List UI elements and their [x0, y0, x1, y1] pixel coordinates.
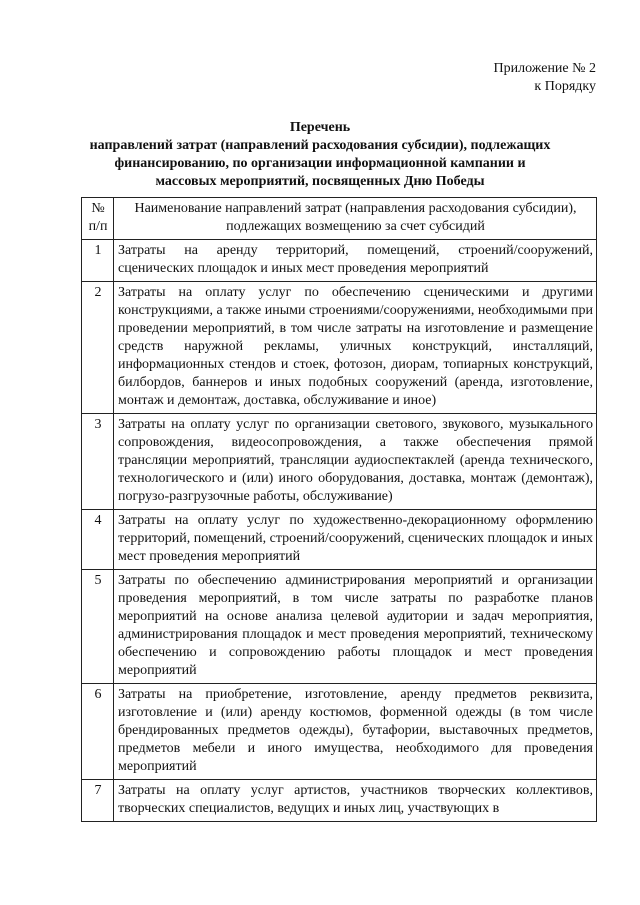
row-text: Затраты на оплату услуг по художественно-декорационному оформлению территорий, помещений, строений/сооружений, сценических площадок и иных мест проведения мероприятий [114, 510, 597, 570]
header-name: Наименование направлений затрат (направления расходования субсидии), подлежащих возмещению за счет субсидий [114, 198, 597, 240]
table-row [82, 240, 597, 282]
row-text: Затраты на оплату услуг по обеспечению сценическими и другими конструкциями, а также иными строениями/сооружениями, необходимыми при проведении мероприятий, в том числе затраты на изготовление и размещение средств наружной рекламы, уличных конструкций, инсталляций, информационных стендов и стоек, фотозон, диорам, топиарных конструкций, билбордов, баннеров и иных подобных сооружений (аренда, изготовление, монтаж и демонтаж, доставка, обслуживание и иное) [114, 282, 597, 414]
row-text: Затраты на оплату услуг артистов, участников творческих коллективов, творческих специалистов, ведущих и иных лиц, участвующих в [114, 780, 597, 822]
expense-table [81, 197, 597, 822]
table-row [82, 510, 597, 570]
title-line-1: Перечень [289, 120, 351, 135]
table-header-row [82, 198, 597, 240]
row-text: Затраты на приобретение, изготовление, аренду предметов реквизита, изготовление и (или) аренду костюмов, форменной одежды (в том числе брендированных предметов одежды), бутафории, выставочных предметов, предметов мебели и иного имущества, необходимого для проведения мероприятий [114, 684, 597, 780]
row-text: Затраты на аренду территорий, помещений, строений/сооружений, сценических площадок и иных мест проведения мероприятий [114, 240, 597, 282]
row-number: 2 [82, 282, 114, 414]
table-row [82, 414, 597, 510]
title-line-2: направлений затрат (направлений расходования субсидии), подлежащих [89, 138, 551, 153]
table-row [82, 780, 597, 822]
row-text: Затраты по обеспечению администрирования мероприятий и организации проведения мероприятий, в том числе затраты по разработке планов мероприятий на основе анализа целевой аудитории и задач мероприятия, администрирования площадок и мест проведения мероприятий, техническому обеспечению и сопровождению работы площадок и мест проведения мероприятий [114, 570, 597, 684]
row-number: 3 [82, 414, 114, 510]
row-number: 5 [82, 570, 114, 684]
row-number: 4 [82, 510, 114, 570]
table-row [82, 684, 597, 780]
appendix-reference [396, 60, 596, 96]
appendix-procedure: к Порядку [534, 79, 596, 94]
document-title [60, 119, 580, 191]
row-number: 7 [82, 780, 114, 822]
title-line-3: финансированию, по организации информационной кампании и [114, 156, 526, 171]
row-number: 6 [82, 684, 114, 780]
row-text: Затраты на оплату услуг по организации светового, звукового, музыкального сопровождения, видеосопровождения, а также обеспечения прямой трансляции мероприятий, трансляции аудиоспектаклей (аренда технического, технологического и (или) иного оборудования, доставка, монтаж (демонтаж), погрузо-разгрузочные работы, обслуживание) [114, 414, 597, 510]
title-line-4: массовых мероприятий, посвященных Дню Победы [155, 174, 485, 189]
table-row [82, 282, 597, 414]
table-row [82, 570, 597, 684]
header-number: № п/п [82, 198, 114, 240]
row-number: 1 [82, 240, 114, 282]
appendix-number: Приложение № 2 [493, 61, 596, 76]
